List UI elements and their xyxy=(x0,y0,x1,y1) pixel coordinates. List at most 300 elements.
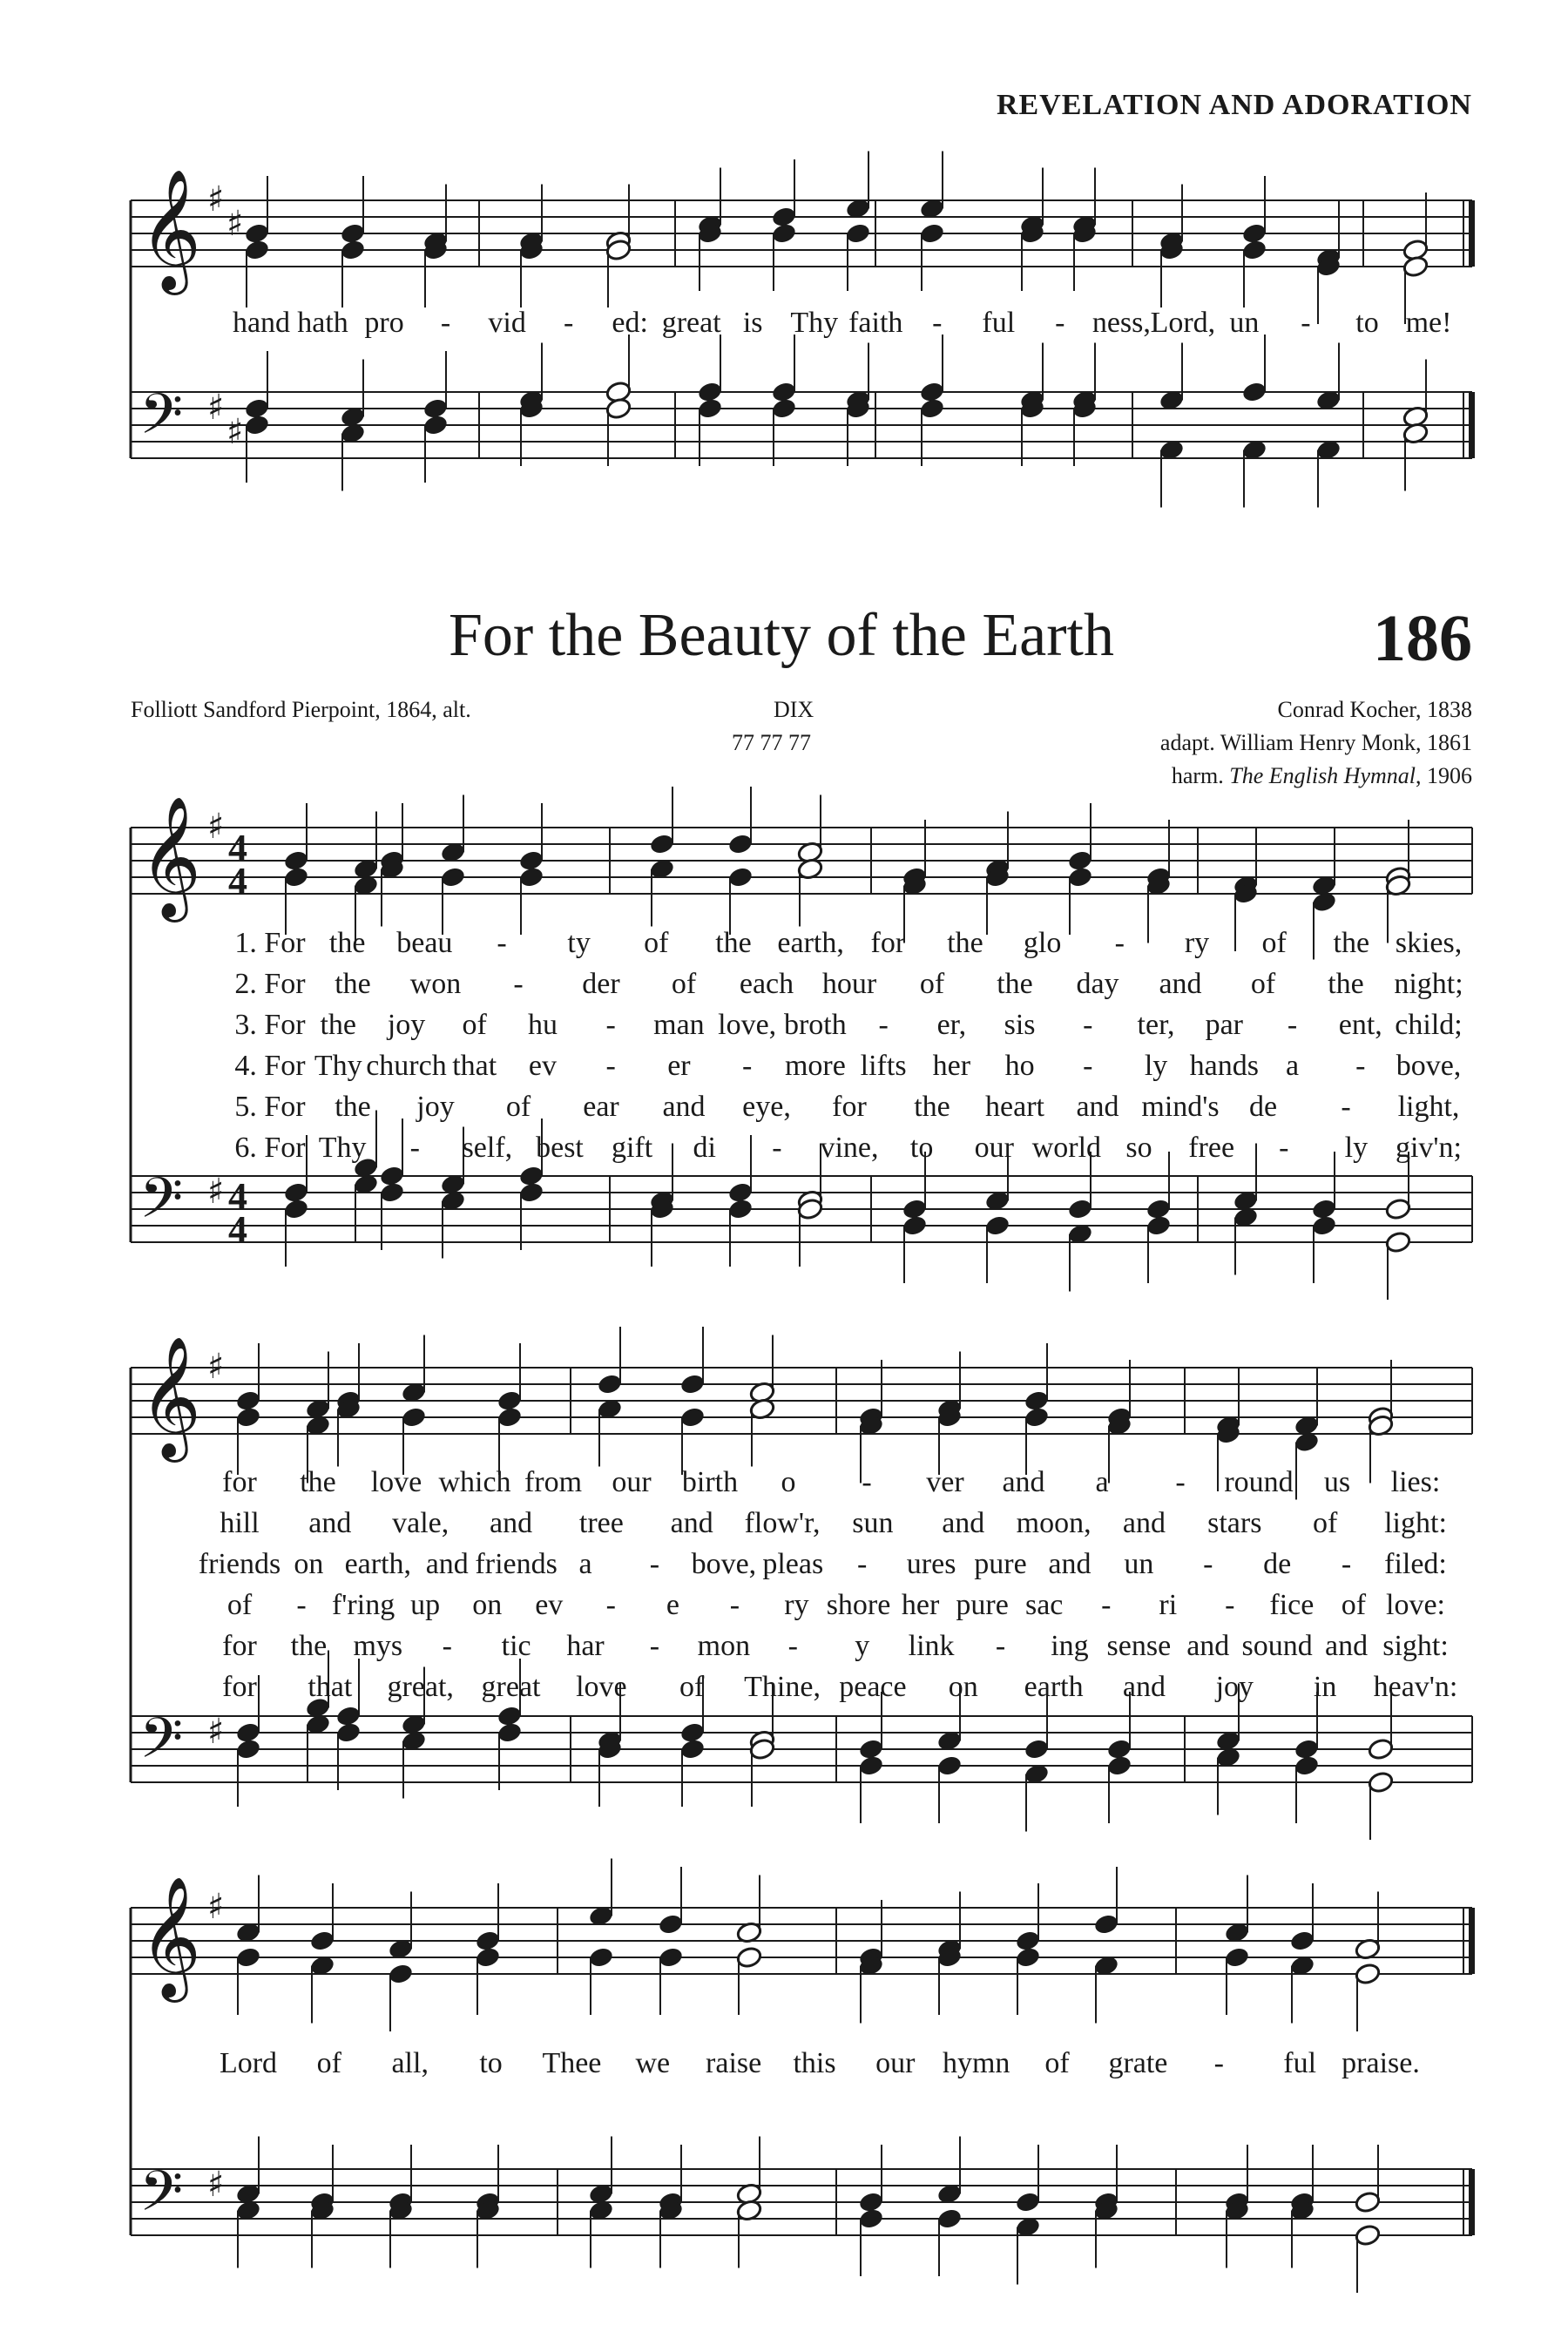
prev-treble-staff xyxy=(131,169,1472,295)
lyric-syllable: love xyxy=(576,1671,627,1703)
lyric-syllable: link xyxy=(908,1630,955,1662)
lyric-syllable: of xyxy=(316,2047,342,2079)
lyric-syllable: mind's xyxy=(1141,1091,1220,1123)
note-head xyxy=(727,1198,754,1221)
lyric-syllable: us xyxy=(1323,1466,1351,1498)
bass-clef-icon: 𝄢 xyxy=(139,382,184,461)
lyric-syllable: child; xyxy=(1395,1009,1463,1041)
lyric-syllable: man xyxy=(653,1009,705,1041)
lyric-syllable: the xyxy=(335,1091,371,1123)
lyric-syllable: Thine, xyxy=(744,1671,821,1703)
lyric-syllable: for xyxy=(222,1466,257,1498)
lyric-syllable: - xyxy=(932,307,943,339)
lyric-syllable: - xyxy=(1114,927,1125,959)
sharp-icon: ♯ xyxy=(207,1887,225,1927)
lyric-syllable: pleas xyxy=(762,1548,824,1580)
final-barline-thick xyxy=(1469,1908,1475,1974)
half-note-head xyxy=(1355,2224,1382,2247)
note-head xyxy=(1015,1946,1042,1970)
lyric-syllable: the xyxy=(320,1009,357,1041)
note-head xyxy=(858,1754,885,1778)
lyric-syllable: de xyxy=(1248,1091,1278,1123)
system-3-score xyxy=(0,1864,1568,2300)
lyric-syllable: shore xyxy=(826,1589,891,1621)
lyric-syllable: - xyxy=(513,968,524,1000)
note-head xyxy=(919,397,946,421)
lyric-syllable: grate xyxy=(1108,2047,1168,2079)
note-head xyxy=(1241,381,1268,404)
lyric-syllable: and xyxy=(1186,1630,1230,1662)
lyric-syllable: the xyxy=(335,968,371,1000)
lyric-syllable: Thy xyxy=(318,1132,367,1164)
sharp-icon: ♯ xyxy=(226,204,244,244)
lyric-syllable: - xyxy=(563,307,574,339)
note-head xyxy=(858,2207,885,2231)
lyric-syllable: pro xyxy=(364,307,404,339)
note-head xyxy=(1224,1946,1251,1970)
lyric-syllable: - xyxy=(1101,1589,1112,1621)
bass-clef-icon: 𝄢 xyxy=(139,1166,184,1245)
lyric-syllable: and xyxy=(670,1507,713,1539)
music-credit-adapter: adapt. William Henry Monk, 1861 xyxy=(1159,730,1472,755)
lyric-syllable: the xyxy=(328,927,366,959)
note-head xyxy=(936,2207,963,2231)
time-signature-top: 4 xyxy=(228,1175,247,1218)
lyric-syllable: and xyxy=(489,1507,533,1539)
lyric-syllable: - xyxy=(772,1132,782,1164)
treble-clef-icon: 𝄞 xyxy=(139,169,201,290)
lyric-syllable: for xyxy=(832,1091,867,1123)
lyric-syllable: that xyxy=(452,1050,497,1082)
lyric-syllable: ly xyxy=(1344,1132,1369,1164)
harm-prefix: harm. xyxy=(1171,763,1230,788)
lyric-syllable: of xyxy=(919,968,945,1000)
note-head xyxy=(235,1406,262,1429)
lyric-syllable: of xyxy=(679,1671,705,1703)
half-note-head xyxy=(1368,1771,1395,1794)
bass-clef-icon: 𝄢 xyxy=(139,2159,184,2238)
lyric-syllable: ures xyxy=(906,1548,956,1580)
lyric-syllable: our xyxy=(974,1132,1014,1164)
lyric-syllable: Lord xyxy=(219,2047,278,2079)
lyric-syllable: love xyxy=(370,1466,422,1498)
lyric-syllable: vine, xyxy=(820,1132,879,1164)
lyric-syllable: this xyxy=(793,2047,836,2079)
lyric-syllable: from xyxy=(524,1466,583,1498)
lyric-syllable: church xyxy=(366,1050,447,1082)
lyric-syllable: Thee xyxy=(542,2047,602,2079)
lyric-syllable: and xyxy=(942,1507,985,1539)
s2-treble-staff xyxy=(131,1336,1472,1463)
lyric-syllable: world xyxy=(1031,1132,1102,1164)
lyric-syllable: to xyxy=(909,1132,934,1164)
lyric-syllable: friends xyxy=(475,1548,558,1580)
lyric-syllable: 6. For xyxy=(234,1132,306,1164)
lyric-syllable: stars xyxy=(1207,1507,1262,1539)
lyric-syllable: that xyxy=(308,1671,353,1703)
lyric-syllable: - xyxy=(1175,1466,1186,1498)
note-head xyxy=(597,1373,624,1396)
lyric-syllable: on xyxy=(294,1548,324,1580)
lyric-syllable: ful xyxy=(982,307,1016,339)
note-head xyxy=(235,1738,262,1761)
lyric-syllable: the xyxy=(914,1091,950,1123)
lyric-syllable: for xyxy=(870,927,906,959)
previous-hymn-score xyxy=(0,157,1568,523)
lyric-syllable: - xyxy=(296,1589,307,1621)
sharp-icon: ♯ xyxy=(226,412,244,452)
lyric-syllable: great, xyxy=(387,1671,454,1703)
lyric-syllable: vid xyxy=(488,307,526,339)
lyric-syllable: and xyxy=(425,1548,469,1580)
note-head xyxy=(771,397,798,421)
lyric-syllable: and xyxy=(1076,1091,1119,1123)
lyric-syllable: pure xyxy=(956,1589,1009,1621)
lyric-syllable: - xyxy=(649,1630,660,1662)
lyric-syllable: gift xyxy=(612,1132,653,1164)
lyric-syllable: un xyxy=(1124,1548,1154,1580)
half-note-head xyxy=(1385,1198,1412,1221)
note-head xyxy=(401,1406,428,1429)
note-head xyxy=(984,1214,1011,1238)
lyric-syllable: faith xyxy=(848,307,903,339)
sharp-icon: ♯ xyxy=(207,1347,225,1387)
note-head xyxy=(771,222,798,246)
hymn-title: For the Beauty of the Earth xyxy=(449,602,1114,669)
lyric-syllable: hill xyxy=(220,1507,260,1539)
lyric-syllable: o xyxy=(781,1466,796,1498)
lyric-syllable: more xyxy=(784,1050,846,1082)
treble-clef-icon: 𝄞 xyxy=(139,1876,201,1997)
note-head xyxy=(727,833,754,856)
lyric-syllable: hand xyxy=(232,307,291,339)
lyric-syllable: - xyxy=(857,1548,868,1580)
section-header: REVELATION AND ADORATION xyxy=(996,89,1472,121)
note-head xyxy=(658,1913,685,1936)
lyric-syllable: hu xyxy=(527,1009,558,1041)
lyric-syllable: ev xyxy=(528,1050,557,1082)
lyric-syllable: the xyxy=(290,1630,328,1662)
half-note-head xyxy=(1355,2191,1382,2214)
lyric-syllable: day xyxy=(1076,968,1119,1000)
lyric-syllable: ri xyxy=(1159,1589,1178,1621)
lyric-syllable: for xyxy=(222,1630,257,1662)
lyric-syllable: a xyxy=(578,1548,592,1580)
lyric-syllable: of xyxy=(1250,968,1276,1000)
sharp-icon: ♯ xyxy=(207,179,225,220)
note-head xyxy=(379,1181,406,1205)
time-signature-bottom: 4 xyxy=(228,860,247,902)
note-head xyxy=(340,239,367,262)
lyric-syllable: earth, xyxy=(777,927,844,959)
lyric-syllable: great xyxy=(481,1671,541,1703)
half-note-head xyxy=(605,397,632,421)
lyric-syllable: - xyxy=(1225,1589,1235,1621)
lyric-syllable: her xyxy=(901,1589,940,1621)
note-head xyxy=(658,1946,685,1970)
lyric-syllable: light: xyxy=(1384,1507,1447,1539)
half-note-head xyxy=(1402,255,1429,279)
lyric-syllable: self, xyxy=(462,1132,513,1164)
lyric-syllable: the xyxy=(1333,927,1370,959)
music-credit-composer: Conrad Kocher, 1838 xyxy=(1277,697,1472,722)
lyric-syllable: joy xyxy=(387,1009,426,1041)
lyric-syllable: to xyxy=(479,2047,503,2079)
note-head xyxy=(727,866,754,889)
lyric-syllable: 5. For xyxy=(234,1091,306,1123)
lyric-syllable: er xyxy=(667,1050,691,1082)
sharp-icon: ♯ xyxy=(207,2165,225,2205)
lyric-syllable: har xyxy=(566,1630,605,1662)
lyric-syllable: in xyxy=(1313,1671,1337,1703)
half-note-head xyxy=(1355,1963,1382,1986)
lyric-syllable: - xyxy=(497,927,507,959)
lyric-syllable: joy xyxy=(416,1091,455,1123)
note-head xyxy=(902,1214,929,1238)
lyric-syllable: sis xyxy=(1004,1009,1036,1041)
lyric-syllable: flow'r, xyxy=(744,1507,821,1539)
lyric-syllable: birth xyxy=(681,1466,739,1498)
lyric-syllable: praise. xyxy=(1342,2047,1420,2079)
lyric-syllable: - xyxy=(1083,1009,1093,1041)
lyric-syllable: free xyxy=(1188,1132,1235,1164)
note-head xyxy=(283,1198,310,1221)
lyric-syllable: hour xyxy=(821,968,877,1000)
lyric-syllable: pure xyxy=(974,1548,1027,1580)
note-head xyxy=(475,1946,502,1970)
lyric-syllable: - xyxy=(995,1630,1006,1662)
note-head xyxy=(1024,1738,1051,1761)
lyric-syllable: each xyxy=(739,968,794,1000)
lyric-syllable: night; xyxy=(1394,968,1463,1000)
lyric-syllable: ev xyxy=(535,1589,564,1621)
lyric-syllable: - xyxy=(409,1132,420,1164)
lyric-syllable: - xyxy=(649,1548,660,1580)
note-head xyxy=(1093,1913,1120,1936)
lyric-syllable: and xyxy=(308,1507,352,1539)
lyric-syllable: ent, xyxy=(1338,1009,1382,1041)
note-head xyxy=(235,1946,262,1970)
lyric-syllable: and xyxy=(1159,968,1202,1000)
lyric-syllable: giv'n; xyxy=(1395,1132,1463,1164)
text-credit: Folliott Sandford Pierpoint, 1864, alt. xyxy=(131,697,471,722)
note-head xyxy=(697,397,724,421)
final-barline-thick xyxy=(1469,200,1475,267)
lyric-syllable: heav'n: xyxy=(1373,1671,1458,1703)
lyric-syllable: sense xyxy=(1106,1630,1172,1662)
hymn-number: 186 xyxy=(1373,602,1472,675)
lyric-syllable: all, xyxy=(391,2047,429,2079)
lyric-syllable: earth xyxy=(1024,1671,1084,1703)
lyric-syllable: for xyxy=(222,1671,257,1703)
note-head xyxy=(1294,1754,1321,1778)
lyric-syllable: ry xyxy=(1184,927,1210,959)
lyric-syllable: and xyxy=(1048,1548,1092,1580)
half-note-head xyxy=(1385,1231,1412,1254)
lyric-syllable: her xyxy=(932,1050,971,1082)
lyric-syllable: and xyxy=(1122,1507,1166,1539)
note-head xyxy=(1241,239,1268,262)
lyric-syllable: broth xyxy=(783,1009,847,1041)
note-head xyxy=(283,866,310,889)
note-head xyxy=(440,866,467,889)
lyric-syllable: Thy xyxy=(790,307,839,339)
lyric-syllable: and xyxy=(1122,1671,1166,1703)
lyric-syllable: the xyxy=(1328,968,1364,1000)
note-head xyxy=(1067,1198,1094,1221)
sharp-icon: ♯ xyxy=(207,388,225,428)
lyric-syllable: par xyxy=(1205,1009,1243,1041)
lyric-syllable: - xyxy=(1287,1009,1298,1041)
lyric-syllable: - xyxy=(1341,1548,1352,1580)
lyric-syllable: friends xyxy=(198,1548,281,1580)
lyric-syllable: - xyxy=(605,1050,616,1082)
lyric-syllable: me! xyxy=(1405,307,1452,339)
lyric-syllable: ed: xyxy=(612,307,648,339)
lyric-syllable: best xyxy=(536,1132,584,1164)
treble-clef-icon: 𝄞 xyxy=(139,796,201,917)
lyric-syllable: - xyxy=(605,1589,616,1621)
lyric-syllable: a xyxy=(1285,1050,1300,1082)
lyric-syllable: lifts xyxy=(860,1050,907,1082)
lyric-syllable: e xyxy=(666,1589,679,1621)
note-head xyxy=(679,1738,706,1761)
note-head xyxy=(679,1406,706,1429)
note-head xyxy=(936,1754,963,1778)
half-note-head xyxy=(736,1946,763,1970)
note-head xyxy=(919,222,946,246)
lyric-syllable: of xyxy=(1341,1589,1367,1621)
note-head xyxy=(679,1373,706,1396)
bass-clef-icon: 𝄢 xyxy=(139,1707,184,1785)
lyric-syllable: the xyxy=(947,927,983,959)
lyric-syllable: we xyxy=(635,2047,671,2079)
sharp-icon: ♯ xyxy=(207,807,225,847)
lyric-syllable: ho xyxy=(1004,1050,1035,1082)
lyric-syllable: er, xyxy=(936,1009,967,1041)
lyric-syllable: to xyxy=(1355,307,1379,339)
lyric-syllable: bove, xyxy=(691,1548,757,1580)
note-head xyxy=(497,1406,524,1429)
lyric-syllable: of xyxy=(644,927,669,959)
lyric-syllable: tic xyxy=(501,1630,531,1662)
lyric-syllable: a xyxy=(1095,1466,1109,1498)
lyric-syllable: glo xyxy=(1023,927,1062,959)
lyric-syllable: Thy xyxy=(314,1050,362,1082)
lyric-syllable: ful xyxy=(1283,2047,1317,2079)
lyric-syllable: y xyxy=(855,1630,870,1662)
lyric-syllable: moon, xyxy=(1016,1507,1092,1539)
lyric-syllable: ver xyxy=(926,1466,964,1498)
lyric-syllable: - xyxy=(605,1009,616,1041)
lyric-syllable: earth, xyxy=(344,1548,412,1580)
note-head xyxy=(649,833,676,856)
lyric-syllable: filed: xyxy=(1384,1548,1447,1580)
lyric-syllable: 1. For xyxy=(234,927,306,959)
lyric-syllable: sun xyxy=(852,1507,894,1539)
note-head xyxy=(1067,866,1094,889)
note-head xyxy=(1015,2191,1042,2214)
lyric-syllable: sound xyxy=(1241,1630,1313,1662)
lyric-syllable: joy xyxy=(1215,1671,1254,1703)
lyric-syllable: - xyxy=(442,1630,452,1662)
time-signature-top: 4 xyxy=(228,827,247,869)
lyric-syllable: de xyxy=(1263,1548,1292,1580)
treble-clef-icon: 𝄞 xyxy=(139,1336,201,1457)
lyric-syllable: up xyxy=(410,1589,441,1621)
lyric-syllable: light, xyxy=(1397,1091,1460,1123)
lyric-syllable: - xyxy=(1203,1548,1213,1580)
lyric-syllable: ness, xyxy=(1092,307,1151,339)
sharp-icon: ♯ xyxy=(207,1172,225,1212)
note-head xyxy=(1289,1930,1316,1953)
lyric-syllable: the xyxy=(715,927,752,959)
lyric-syllable: Lord, xyxy=(1150,307,1216,339)
lyric-syllable: peace xyxy=(839,1671,907,1703)
lyric-syllable: beau xyxy=(396,927,453,959)
lyric-syllable: - xyxy=(787,1630,798,1662)
final-barline-thick xyxy=(1469,2169,1475,2235)
note-head xyxy=(518,866,545,889)
lyric-syllable: and xyxy=(662,1091,706,1123)
lyric-syllable: of xyxy=(1044,2047,1070,2079)
lyric-syllable: of xyxy=(505,1091,531,1123)
lyric-syllable: so xyxy=(1125,1132,1152,1164)
lyric-syllable: raise xyxy=(706,2047,762,2079)
lyric-syllable: 2. For xyxy=(234,968,306,1000)
note-head xyxy=(588,1946,615,1970)
lyric-syllable: our xyxy=(612,1466,652,1498)
lyric-syllable: of xyxy=(1261,927,1287,959)
lyric-syllable: of xyxy=(671,968,697,1000)
lyric-syllable: - xyxy=(1083,1050,1093,1082)
lyric-syllable: and xyxy=(1002,1466,1045,1498)
lyric-syllable: ry xyxy=(784,1589,809,1621)
meter: 77 77 77 xyxy=(732,730,811,755)
note-head xyxy=(1311,1214,1338,1238)
lyric-syllable: - xyxy=(1213,2047,1224,2079)
lyric-syllable: - xyxy=(1301,307,1311,339)
lyric-syllable: which xyxy=(438,1466,511,1498)
lyric-syllable: ing xyxy=(1051,1630,1089,1662)
lyric-syllable: - xyxy=(1355,1050,1366,1082)
lyric-syllable: 3. For xyxy=(234,1009,306,1041)
lyric-syllable: - xyxy=(1055,307,1065,339)
note-head xyxy=(845,222,872,246)
harm-title: The English Hymnal xyxy=(1229,763,1416,788)
note-head xyxy=(497,1721,524,1745)
lyric-syllable: love, xyxy=(718,1009,777,1041)
lyric-syllable: mys xyxy=(353,1630,403,1662)
lyric-syllable: ty xyxy=(567,927,591,959)
lyric-syllable: of xyxy=(226,1589,253,1621)
lyric-syllable: ter, xyxy=(1137,1009,1175,1041)
lyric-syllable: un xyxy=(1229,307,1260,339)
lyric-syllable: - xyxy=(741,1050,753,1082)
note-head xyxy=(388,1963,415,1986)
note-head xyxy=(422,414,449,437)
lyric-syllable: tree xyxy=(578,1507,624,1539)
lyric-syllable: hath xyxy=(297,307,348,339)
sharp-icon: ♯ xyxy=(207,1712,225,1752)
lyric-syllable: - xyxy=(1279,1132,1289,1164)
half-note-head xyxy=(1368,1738,1395,1761)
lyric-syllable: eye, xyxy=(742,1091,791,1123)
note-head xyxy=(335,1721,362,1745)
lyric-syllable: the xyxy=(300,1466,336,1498)
tune-name: DIX xyxy=(774,697,814,722)
lyric-syllable: sight: xyxy=(1382,1630,1449,1662)
